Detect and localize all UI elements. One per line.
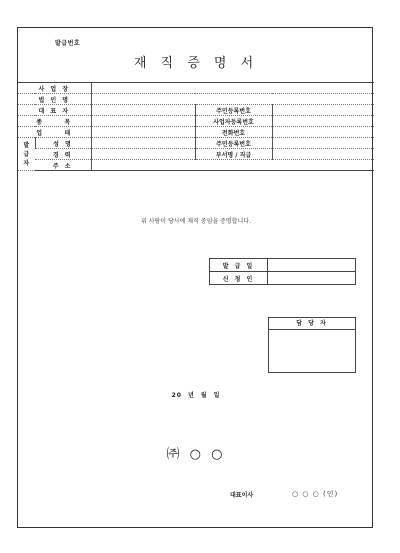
issue-number-label: 발급번호 [55, 40, 81, 47]
address-label: 주 소 [35, 160, 91, 171]
applicant-resident-reg-field[interactable] [272, 138, 374, 149]
address-field[interactable] [91, 160, 374, 171]
month-label: 월 [200, 392, 208, 399]
ceo-field[interactable] [91, 105, 195, 116]
corporation-label: 법 인 명 [18, 94, 91, 105]
issue-info-table [209, 258, 356, 285]
phone-label: 전화번호 [195, 127, 272, 138]
applicant-field[interactable] [268, 272, 356, 285]
manager-box [268, 317, 356, 373]
workplace-label: 사 업 장 [18, 83, 91, 94]
dept-label: 부서명 / 직급 [195, 149, 272, 160]
career-label: 경 력 [35, 149, 91, 160]
day-label: 일 [213, 392, 221, 399]
phone-field[interactable] [272, 127, 374, 138]
table-row [18, 160, 374, 171]
table-row [18, 127, 374, 138]
date-line [18, 390, 374, 399]
type-field[interactable] [91, 116, 195, 127]
table-row [18, 138, 374, 149]
table-row [18, 105, 374, 116]
career-field[interactable] [91, 149, 195, 160]
business-reg-field[interactable] [272, 116, 374, 127]
table-row [18, 94, 374, 105]
company-info-table [18, 82, 374, 171]
certificate-sheet [17, 27, 373, 528]
type-label: 종 목 [18, 116, 91, 127]
business-label: 업 태 [18, 127, 91, 138]
ceo-signature: ○ ○ ○ (인) [292, 490, 339, 498]
table-row [18, 149, 374, 160]
issue-date-label: 발 급 일 [210, 259, 268, 272]
ceo-resident-reg-label: 주민등록번호 [195, 105, 272, 116]
business-field[interactable] [91, 127, 195, 138]
year-label: 년 [187, 392, 195, 399]
applicant-resident-reg-label: 주민등록번호 [195, 138, 272, 149]
table-row [210, 259, 356, 272]
year-prefix: 20 [171, 392, 182, 399]
manager-label: 담 당 자 [269, 318, 355, 330]
ceo-label: 대 표 자 [18, 105, 91, 116]
certification-statement: 위 사람이 당사에 재직 중임을 증명합니다. [141, 218, 251, 225]
applicant-side-label: 발 급 자 [18, 138, 35, 171]
business-reg-label: 사업자등록번호 [195, 116, 272, 127]
dept-field[interactable] [272, 149, 374, 160]
name-field[interactable] [91, 138, 195, 149]
company-name: ㈜ ○ ○ [166, 447, 226, 462]
issue-date-field[interactable] [268, 259, 356, 272]
corporation-field[interactable] [91, 94, 374, 105]
table-row [18, 83, 374, 94]
workplace-field[interactable] [91, 83, 374, 94]
name-label: 성 명 [35, 138, 91, 149]
table-row [18, 116, 374, 127]
document-title: 재 직 증 명 서 [133, 56, 259, 71]
ceo-title: 대표이사 [230, 492, 254, 499]
ceo-resident-reg-field[interactable] [272, 105, 374, 116]
applicant-label: 신 청 인 [210, 272, 268, 285]
table-row [210, 272, 356, 285]
